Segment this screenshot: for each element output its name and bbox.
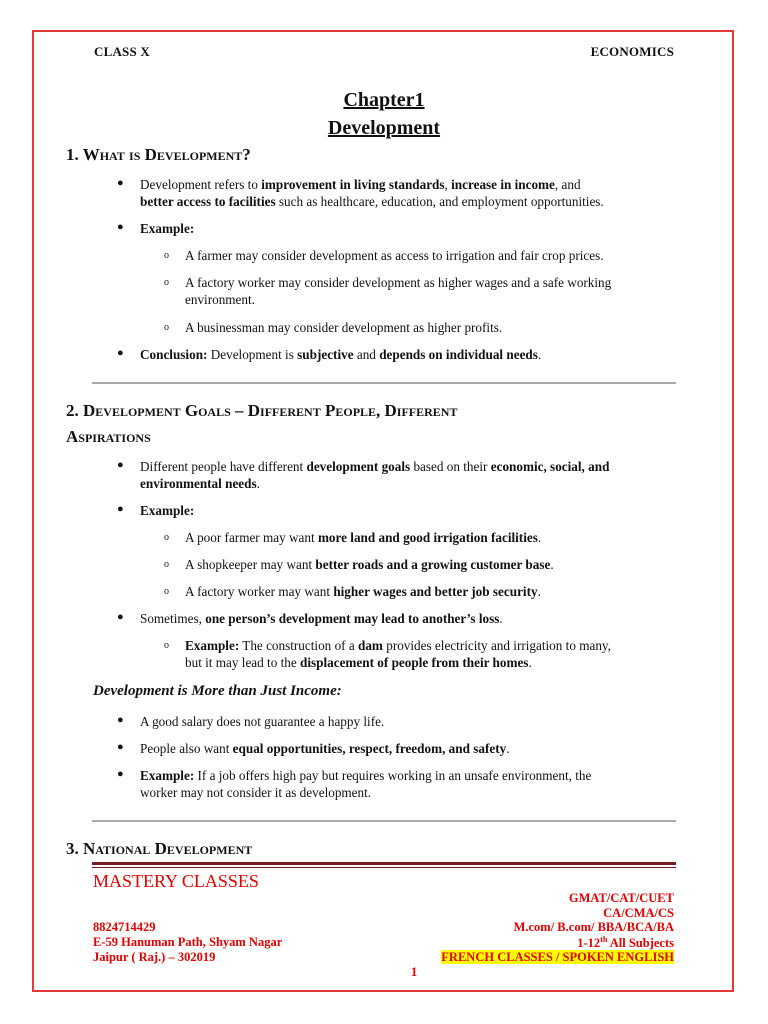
course-line-1: GMAT/CAT/CUET [568,891,674,905]
section-divider [92,382,676,384]
s1-bullet-1: Development refers to improvement in living standards, increase in income, and [140,177,581,192]
brand-name: MASTERY CLASSES [93,871,259,891]
bullet-icon: ● [117,221,124,233]
section-2-heading: 2. Development Goals – Different People, Different [66,401,458,420]
circle-bullet-icon: o [164,322,169,333]
s2-sub-1: A poor farmer may want more land and good irrigation facilities. [185,530,542,545]
s2-example-label: Example: [140,503,195,518]
s2-bullet-1: Different people have different development goals based on their economic, social, and [140,459,610,474]
bullet-icon: ● [117,347,124,359]
section-2-heading-cont: Aspirations [66,427,151,446]
bullet-icon: ● [117,503,124,515]
s1-conclusion: Conclusion: Development is subjective and depends on individual needs. [140,347,542,362]
section-1-heading: 1. What is Development? [66,145,251,164]
s2-sub-2: A shopkeeper may want better roads and a growing customer base. [185,557,554,572]
s2-dam-example-cont: but it may lead to the displacement of people from their homes. [185,655,532,670]
chapter-title: Development [327,117,441,139]
subject-label: ECONOMICS [590,44,674,59]
circle-bullet-icon: o [164,559,169,570]
section-3-heading: 3. National Development [66,839,253,858]
circle-bullet-icon: o [164,586,169,597]
class-label: CLASS X [94,44,150,59]
course-line-4: 1-12th All Subjects [577,935,674,951]
circle-bullet-icon: o [164,250,169,261]
s2-income-3-cont: worker may not consider it as development. [140,785,372,800]
s2-dam-example: Example: The construction of a dam provides electricity and irrigation to many, [185,638,611,653]
bullet-icon: ● [117,459,124,471]
s1-sub-2: A factory worker may consider development as higher wages and a safe working [185,275,612,290]
s1-sub-1: A farmer may consider development as access to irrigation and fair crop prices. [185,248,604,263]
circle-bullet-icon: o [164,532,169,543]
address-line-2: Jaipur ( Raj.) – 302019 [93,950,216,964]
s1-sub-2-cont: environment. [185,292,255,307]
bullet-icon: ● [117,741,124,753]
bullet-icon: ● [117,611,124,623]
s1-example-label: Example: [140,221,195,236]
address-line-1: E-59 Hanuman Path, Shyam Nagar [93,935,283,949]
s2-subheading: Development is More than Just Income: [93,683,342,699]
course-line-2: CA/CMA/CS [603,906,674,920]
circle-bullet-icon: o [164,277,169,288]
phone-number: 8824714429 [93,920,156,934]
s1-sub-3: A businessman may consider development as higher profits. [185,320,503,335]
s2-sub-3: A factory worker may want higher wages and better job security. [185,584,541,599]
bullet-icon: ● [117,768,124,780]
circle-bullet-icon: o [164,640,169,651]
footer-divider-thin [92,867,676,868]
s2-income-1: A good salary does not guarantee a happy life. [140,714,385,729]
section-divider [92,820,676,822]
course-line-3: M.com/ B.com/ BBA/BCA/BA [513,920,674,934]
chapter-number: Chapter1 [343,89,425,111]
footer-divider-thick [92,862,676,865]
s2-bullet-3: Sometimes, one person’s development may lead to another’s loss. [140,611,503,626]
s2-bullet-1-cont: environmental needs. [140,476,260,491]
page-number: 1 [411,965,418,979]
course-line-5: FRENCH CLASSES / SPOKEN ENGLISH [441,950,674,964]
s2-income-2: People also want equal opportunities, respect, freedom, and safety. [140,741,510,756]
s1-bullet-1-cont: better access to facilities such as healthcare, education, and employment opportunities. [140,194,604,209]
bullet-icon: ● [117,714,124,726]
s2-income-3: Example: If a job offers high pay but requires working in an unsafe environment, the [140,768,592,783]
bullet-icon: ● [117,177,124,189]
